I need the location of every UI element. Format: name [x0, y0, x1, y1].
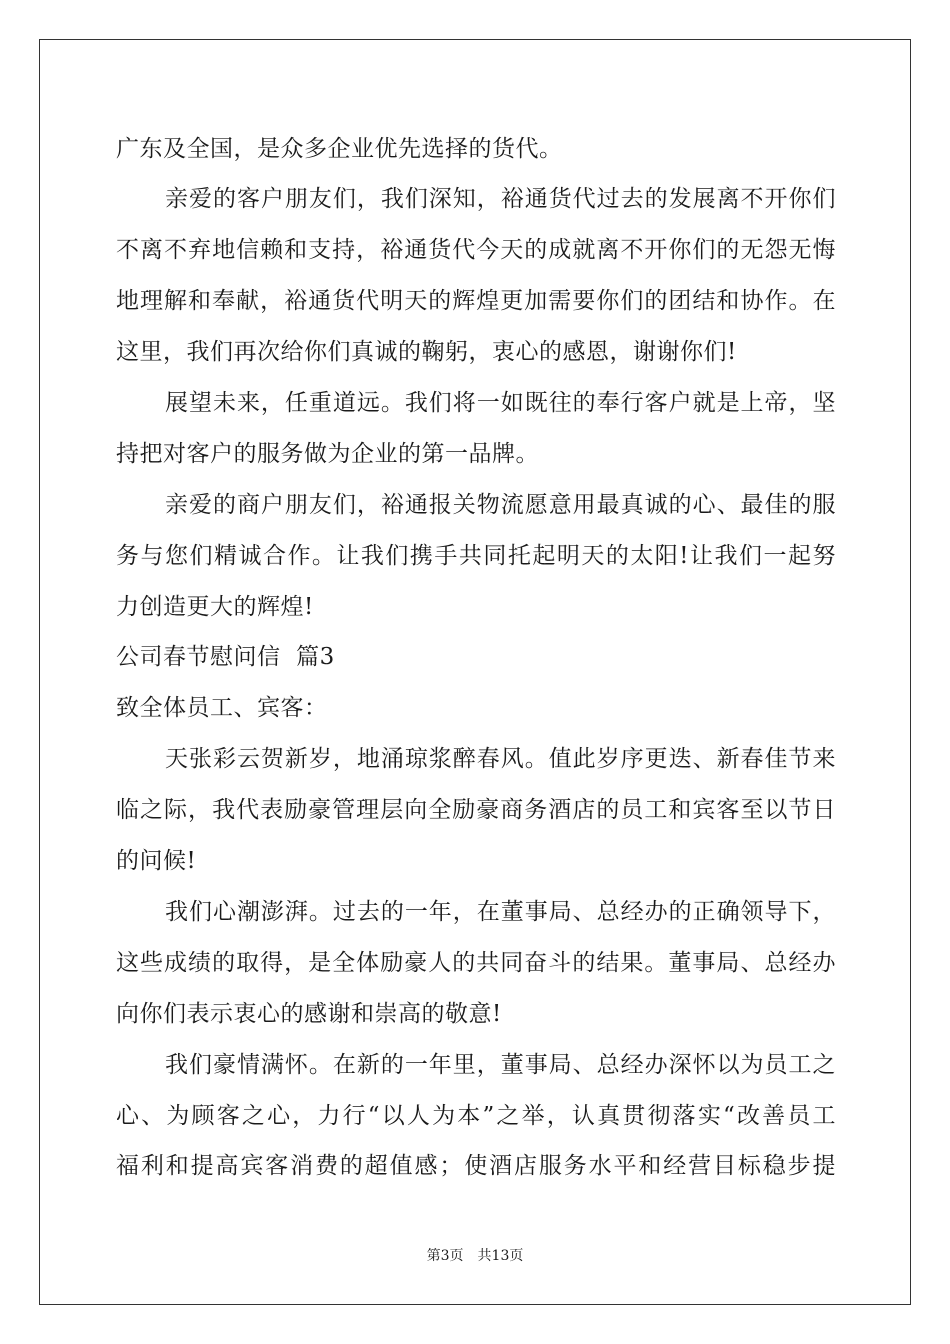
page-footer — [0, 1246, 950, 1266]
paragraph-line: 亲爱的商户朋友们，裕通报关物流愿意用最真诚的心、最佳的服 — [165, 492, 836, 518]
paragraph-line: 向你们表示衷心的感谢和崇高的敬意! — [116, 1001, 502, 1027]
paragraph-line: 力创造更大的辉煌! — [116, 594, 314, 620]
paragraph-line: 的问候! — [116, 848, 197, 874]
paragraph-line: 不离不弃地信赖和支持，裕通货代今天的成就离不开你们的无怨无悔 — [116, 237, 836, 263]
paragraph-line: 务与您们精诚合作。让我们携手共同托起明天的太阳!让我们一起努 — [116, 543, 836, 569]
paragraph-line: 持把对客户的服务做为企业的第一品牌。 — [116, 441, 539, 467]
paragraph-line: 展望未来，任重道远。我们将一如既往的奉行客户就是上帝，坚 — [165, 390, 836, 416]
paragraph-line: 我们心潮澎湃。过去的一年，在董事局、总经办的正确领导下， — [165, 899, 836, 925]
page-number: 第3页 — [426, 1248, 464, 1264]
paragraph-line: 临之际，我代表励豪管理层向全励豪商务酒店的员工和宾客至以节日 — [116, 797, 836, 823]
paragraph-line: 我们豪情满怀。在新的一年里，董事局、总经办深怀以为员工之 — [165, 1052, 836, 1078]
paragraph-line: 广东及全国，是众多企业优先选择的货代。 — [116, 136, 563, 162]
paragraph-line: 这些成绩的取得，是全体励豪人的共同奋斗的结果。董事局、总经办 — [116, 950, 836, 976]
salutation: 致全体员工、宾客： — [116, 695, 328, 721]
paragraph-line: 亲爱的客户朋友们，我们深知，裕通货代过去的发展离不开你们 — [165, 186, 836, 212]
paragraph-line: 福利和提高宾客消费的超值感；使酒店服务水平和经营目标稳步提 — [116, 1153, 836, 1179]
paragraph-line: 心、为顾客之心，力行“以人为本”之举，认真贯彻落实“改善员工 — [116, 1103, 836, 1129]
paragraph-line: 地理解和奉献，裕通货代明天的辉煌更加需要你们的团结和协作。在 — [116, 288, 836, 314]
paragraph-line: 天张彩云贺新岁，地涌琼浆醉春风。值此岁序更迭、新春佳节来 — [165, 746, 836, 772]
paragraph-line: 这里，我们再次给你们真诚的鞠躬，衷心的感恩，谢谢你们! — [116, 339, 737, 365]
total-pages: 共13页 — [477, 1248, 524, 1264]
section-heading: 公司春节慰问信 篇3 — [116, 644, 335, 670]
